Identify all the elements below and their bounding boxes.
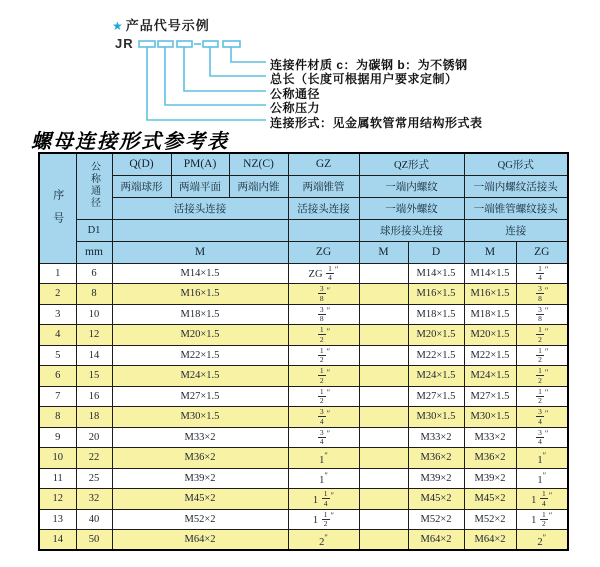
header-qz-d: D	[408, 241, 464, 263]
qg-zg-cell: 1 $\frac{1}{4}$ ″	[516, 489, 568, 510]
m-cell: M27×1.5	[112, 386, 288, 407]
qz-m-cell	[359, 407, 408, 428]
gz-cell: $\frac{1}{2}$ ″	[288, 325, 359, 346]
table-row	[39, 530, 568, 551]
mm-cell: 10	[76, 304, 112, 325]
header-nz: NZ(C)	[229, 153, 288, 175]
star-icon: ★	[112, 19, 124, 33]
seq-cell: 2	[39, 284, 76, 305]
mm-cell: 12	[76, 325, 112, 346]
header-m: M	[112, 241, 288, 263]
qg-zg-cell: $\frac{1}{4}$ ″	[516, 263, 568, 284]
header-gz: GZ	[288, 153, 359, 175]
qz-m-cell	[359, 468, 408, 489]
mm-cell: 32	[76, 489, 112, 510]
header-nominal-diameter	[76, 153, 112, 219]
qz-d-cell: M18×1.5	[408, 304, 464, 325]
mm-cell: 14	[76, 345, 112, 366]
m-cell: M64×2	[112, 530, 288, 551]
seq-cell: 12	[39, 489, 76, 510]
gz-cell: 2″	[288, 530, 359, 551]
mm-cell: 16	[76, 386, 112, 407]
table-row	[39, 448, 568, 469]
code-box-1	[139, 41, 155, 47]
m-cell: M30×1.5	[112, 407, 288, 428]
header-empty-cell-gz	[288, 219, 359, 241]
connector-diameter	[184, 47, 266, 91]
code-box-5	[223, 41, 240, 47]
product-code-prefix: JR	[115, 36, 134, 51]
qg-zg-cell: $\frac{3}{4}$ ″	[516, 407, 568, 428]
gz-cell: ZG $\frac{1}{4}$ ″	[288, 263, 359, 284]
table-row	[39, 509, 568, 530]
m-cell: M24×1.5	[112, 366, 288, 387]
seq-cell: 14	[39, 530, 76, 551]
qg-zg-cell: $\frac{1}{2}$ ″	[516, 386, 568, 407]
header-d1: D1	[76, 219, 112, 241]
qz-m-cell	[359, 263, 408, 284]
m-cell: M45×2	[112, 489, 288, 510]
qz-d-cell: M16×1.5	[408, 284, 464, 305]
gz-cell: $\frac{1}{2}$ ″	[288, 366, 359, 387]
m-cell: M22×1.5	[112, 345, 288, 366]
qz-d-cell: M64×2	[408, 530, 464, 551]
qg-zg-cell: 1″	[516, 468, 568, 489]
header-qg-connection: 连接	[464, 219, 568, 241]
qg-zg-cell: $\frac{1}{2}$ ″	[516, 325, 568, 346]
header-qg-sub: 一端内螺纹活接头	[464, 175, 568, 197]
qz-m-cell	[359, 325, 408, 346]
qg-zg-cell: 1 $\frac{1}{2}$ ″	[516, 509, 568, 530]
diagram-title: 产品代号示例	[125, 18, 210, 33]
gz-cell: $\frac{3}{4}$ ″	[288, 407, 359, 428]
qz-d-cell: M33×2	[408, 427, 464, 448]
table-row	[39, 489, 568, 510]
seq-cell: 6	[39, 366, 76, 387]
m-cell: M20×1.5	[112, 325, 288, 346]
qg-m-cell: M18×1.5	[464, 304, 516, 325]
mm-cell: 15	[76, 366, 112, 387]
qg-m-cell: M20×1.5	[464, 325, 516, 346]
gz-cell: $\frac{1}{2}$ ″	[288, 386, 359, 407]
qg-m-cell: M14×1.5	[464, 263, 516, 284]
qg-m-cell: M30×1.5	[464, 407, 516, 428]
qg-zg-cell: $\frac{1}{2}$ ″	[516, 345, 568, 366]
seq-cell: 11	[39, 468, 76, 489]
qg-zg-cell: $\frac{3}{8}$ ″	[516, 304, 568, 325]
header-mm: mm	[76, 241, 112, 263]
reference-table	[38, 152, 569, 551]
table-row	[39, 427, 568, 448]
m-cell: M14×1.5	[112, 263, 288, 284]
seq-cell: 8	[39, 407, 76, 428]
header-qg-zg: ZG	[516, 241, 568, 263]
qg-zg-cell: 2″	[516, 530, 568, 551]
mm-cell: 50	[76, 530, 112, 551]
qz-m-cell	[359, 386, 408, 407]
diagram-label-material: 连接件材质 c：为碳钢 b：为不锈钢	[270, 58, 468, 72]
gz-cell: $\frac{3}{4}$ ″	[288, 427, 359, 448]
code-box-2	[158, 41, 173, 47]
header-q-sub: 两端球形	[112, 175, 171, 197]
table-row	[39, 468, 568, 489]
diagram-heading	[112, 15, 210, 34]
qg-zg-cell: $\frac{3}{8}$ ″	[516, 284, 568, 305]
qg-m-cell: M52×2	[464, 509, 516, 530]
qz-m-cell	[359, 509, 408, 530]
qg-m-cell: M24×1.5	[464, 366, 516, 387]
connector-material	[231, 47, 266, 62]
qz-d-cell: M27×1.5	[408, 386, 464, 407]
qg-m-cell: M22×1.5	[464, 345, 516, 366]
table-row	[39, 407, 568, 428]
mm-cell: 40	[76, 509, 112, 530]
m-cell: M52×2	[112, 509, 288, 530]
qz-d-cell: M52×2	[408, 509, 464, 530]
table-header	[39, 153, 568, 263]
qg-zg-cell: $\frac{3}{4}$ ″	[516, 427, 568, 448]
header-qpmnz-connection: 活接头连接	[112, 197, 288, 219]
table-row	[39, 263, 568, 284]
m-cell: M39×2	[112, 468, 288, 489]
header-pm: PM(A)	[171, 153, 229, 175]
header-qg-taper-thread: 一端锥管螺纹接头	[464, 197, 568, 219]
gz-cell: 1 $\frac{1}{4}$ ″	[288, 489, 359, 510]
seq-cell: 7	[39, 386, 76, 407]
qz-m-cell	[359, 427, 408, 448]
code-box-4	[203, 41, 218, 47]
seq-cell: 3	[39, 304, 76, 325]
table-title: 螺母连接形式参考表	[31, 131, 229, 153]
qz-d-cell: M36×2	[408, 448, 464, 469]
qz-d-cell: M24×1.5	[408, 366, 464, 387]
header-pm-sub: 两端平面	[171, 175, 229, 197]
header-qz-external-thread: 一端外螺纹	[359, 197, 464, 219]
qg-m-cell: M33×2	[464, 427, 516, 448]
qz-d-cell: M22×1.5	[408, 345, 464, 366]
diagram-label-diameter: 公称通径	[270, 87, 321, 101]
table-row	[39, 304, 568, 325]
seq-cell: 9	[39, 427, 76, 448]
header-qz: QZ形式	[359, 153, 464, 175]
seq-cell: 4	[39, 325, 76, 346]
header-seq-label: 序号	[51, 188, 64, 235]
gz-cell: $\frac{3}{8}$ ″	[288, 304, 359, 325]
table-row	[39, 366, 568, 387]
table-body	[39, 263, 568, 550]
qz-m-cell	[359, 366, 408, 387]
gz-cell: 1″	[288, 468, 359, 489]
header-gz-connection: 活接头连接	[288, 197, 359, 219]
qg-m-cell: M39×2	[464, 468, 516, 489]
qz-d-cell: M30×1.5	[408, 407, 464, 428]
header-qg-m: M	[464, 241, 516, 263]
diagram-label-length: 总长（长度可根据用户要求定制）	[270, 72, 458, 86]
qg-zg-cell: 1″	[516, 448, 568, 469]
header-qg: QG形式	[464, 153, 568, 175]
qz-d-cell: M20×1.5	[408, 325, 464, 346]
gz-cell: $\frac{3}{8}$ ″	[288, 284, 359, 305]
mm-cell: 8	[76, 284, 112, 305]
header-gz-sub: 两端锥管	[288, 175, 359, 197]
qz-d-cell: M45×2	[408, 489, 464, 510]
qg-m-cell: M27×1.5	[464, 386, 516, 407]
seq-cell: 13	[39, 509, 76, 530]
mm-cell: 25	[76, 468, 112, 489]
qz-m-cell	[359, 284, 408, 305]
mm-cell: 20	[76, 427, 112, 448]
diagram-label-pressure: 公称压力	[270, 101, 321, 115]
header-q: Q(D)	[112, 153, 171, 175]
qz-m-cell	[359, 448, 408, 469]
table-row	[39, 345, 568, 366]
qg-m-cell: M64×2	[464, 530, 516, 551]
header-empty-cell	[112, 219, 288, 241]
mm-cell: 6	[76, 263, 112, 284]
table-row	[39, 386, 568, 407]
gz-cell: 1 $\frac{1}{2}$ ″	[288, 509, 359, 530]
m-cell: M33×2	[112, 427, 288, 448]
header-nominal-diameter-label: 公称通径	[88, 160, 100, 209]
mm-cell: 22	[76, 448, 112, 469]
qg-zg-cell: $\frac{1}{2}$ ″	[516, 366, 568, 387]
qz-m-cell	[359, 345, 408, 366]
gz-cell: $\frac{1}{2}$ ″	[288, 345, 359, 366]
header-qz-m: M	[359, 241, 408, 263]
table-row	[39, 284, 568, 305]
header-nz-sub: 两端内锥	[229, 175, 288, 197]
qz-d-cell: M39×2	[408, 468, 464, 489]
header-qz-sub: 一端内螺纹	[359, 175, 464, 197]
mm-cell: 18	[76, 407, 112, 428]
code-box-3	[177, 41, 192, 47]
diagram-label-form: 连接形式：见金属软管常用结构形式表	[270, 116, 483, 130]
seq-cell: 10	[39, 448, 76, 469]
header-seq	[39, 153, 76, 263]
header-qz-ball-connection: 球形接头连接	[359, 219, 464, 241]
seq-cell: 5	[39, 345, 76, 366]
m-cell: M16×1.5	[112, 284, 288, 305]
header-zg: ZG	[288, 241, 359, 263]
seq-cell: 1	[39, 263, 76, 284]
qg-m-cell: M16×1.5	[464, 284, 516, 305]
qz-d-cell: M14×1.5	[408, 263, 464, 284]
qg-m-cell: M45×2	[464, 489, 516, 510]
qg-m-cell: M36×2	[464, 448, 516, 469]
qz-m-cell	[359, 304, 408, 325]
table-row	[39, 325, 568, 346]
m-cell: M18×1.5	[112, 304, 288, 325]
qz-m-cell	[359, 489, 408, 510]
qz-m-cell	[359, 530, 408, 551]
m-cell: M36×2	[112, 448, 288, 469]
gz-cell: 1″	[288, 448, 359, 469]
